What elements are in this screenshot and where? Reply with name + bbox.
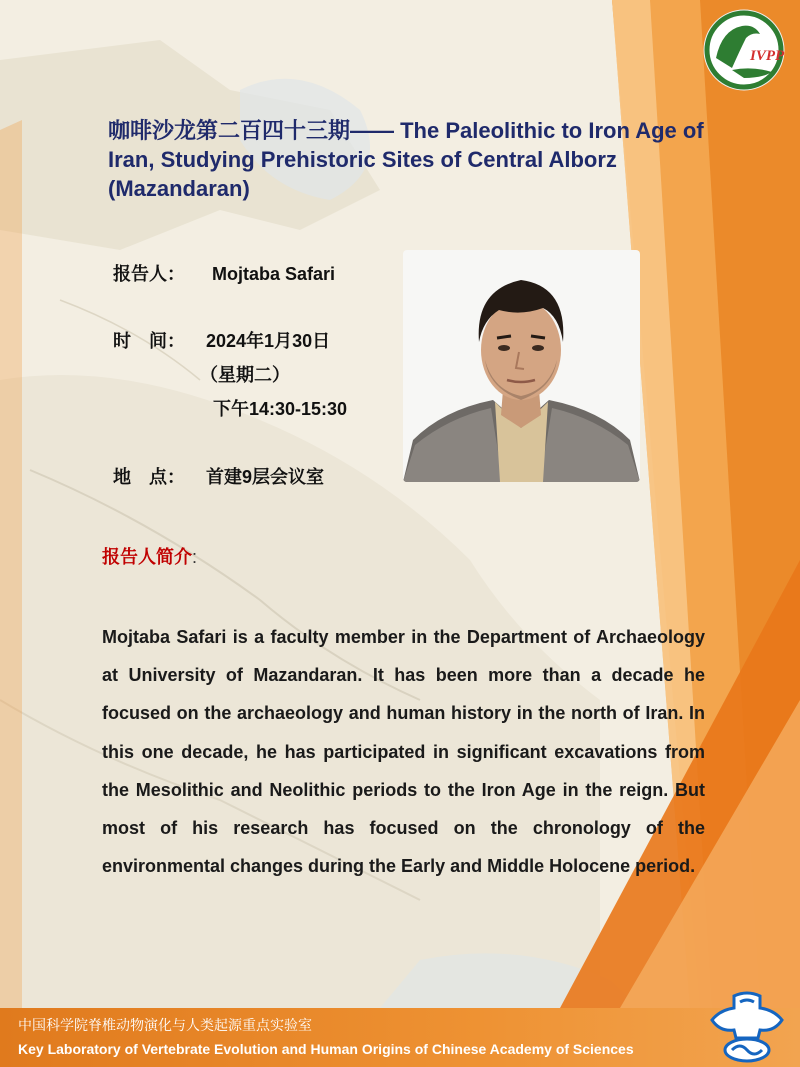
intro-heading [102, 543, 197, 569]
intro-heading-colon: : [192, 547, 198, 567]
speaker-bio: Mojtaba Safari is a faculty member in the Department of Archaeology at University of Mazandaran. It has been more than a decade he focused on the archaeology and human history in the north of Iran. In this one decade, he has participated in significant excavations from the Mesolithic and Neolithic periods to the Iron Age in the reign. But most of his research has focused on the chronology of the environmental changes during the Early and Middle Holocene period. [102, 627, 705, 877]
speaker-name: Mojtaba Safari [212, 264, 336, 284]
location-row [113, 463, 324, 489]
footer-org-cn: 中国科学院脊椎动物演化与人类起源重点实验室 [18, 1017, 312, 1033]
speaker-label: 报告人： [113, 264, 185, 284]
time-row [113, 327, 330, 353]
speaker-row [113, 260, 335, 286]
time-label: 时 间： [113, 331, 185, 351]
event-time-range: 下午14:30-15:30 [213, 399, 348, 419]
event-weekday: （星期二） [200, 365, 290, 385]
page-title: 咖啡沙龙第二百四十三期—— The Paleolithic to Iron Age of Iran, Studying Prehistoric Sites of Central Alborz (Mazandaran) [108, 118, 704, 201]
location-value: 首建9层会议室 [206, 467, 325, 487]
footer-org-en: Key Laboratory of Vertebrate Evolution and Human Origins of Chinese Academy of Sciences [18, 1041, 634, 1057]
speaker-photo [403, 250, 640, 482]
intro-heading-text: 报告人简介 [102, 547, 192, 567]
lab-logo [704, 990, 790, 1064]
location-label: 地 点： [113, 467, 185, 487]
event-date: 2024年1月30日 [206, 331, 331, 351]
svg-text:IVPP: IVPP [750, 48, 785, 64]
ivpp-logo [702, 8, 786, 92]
